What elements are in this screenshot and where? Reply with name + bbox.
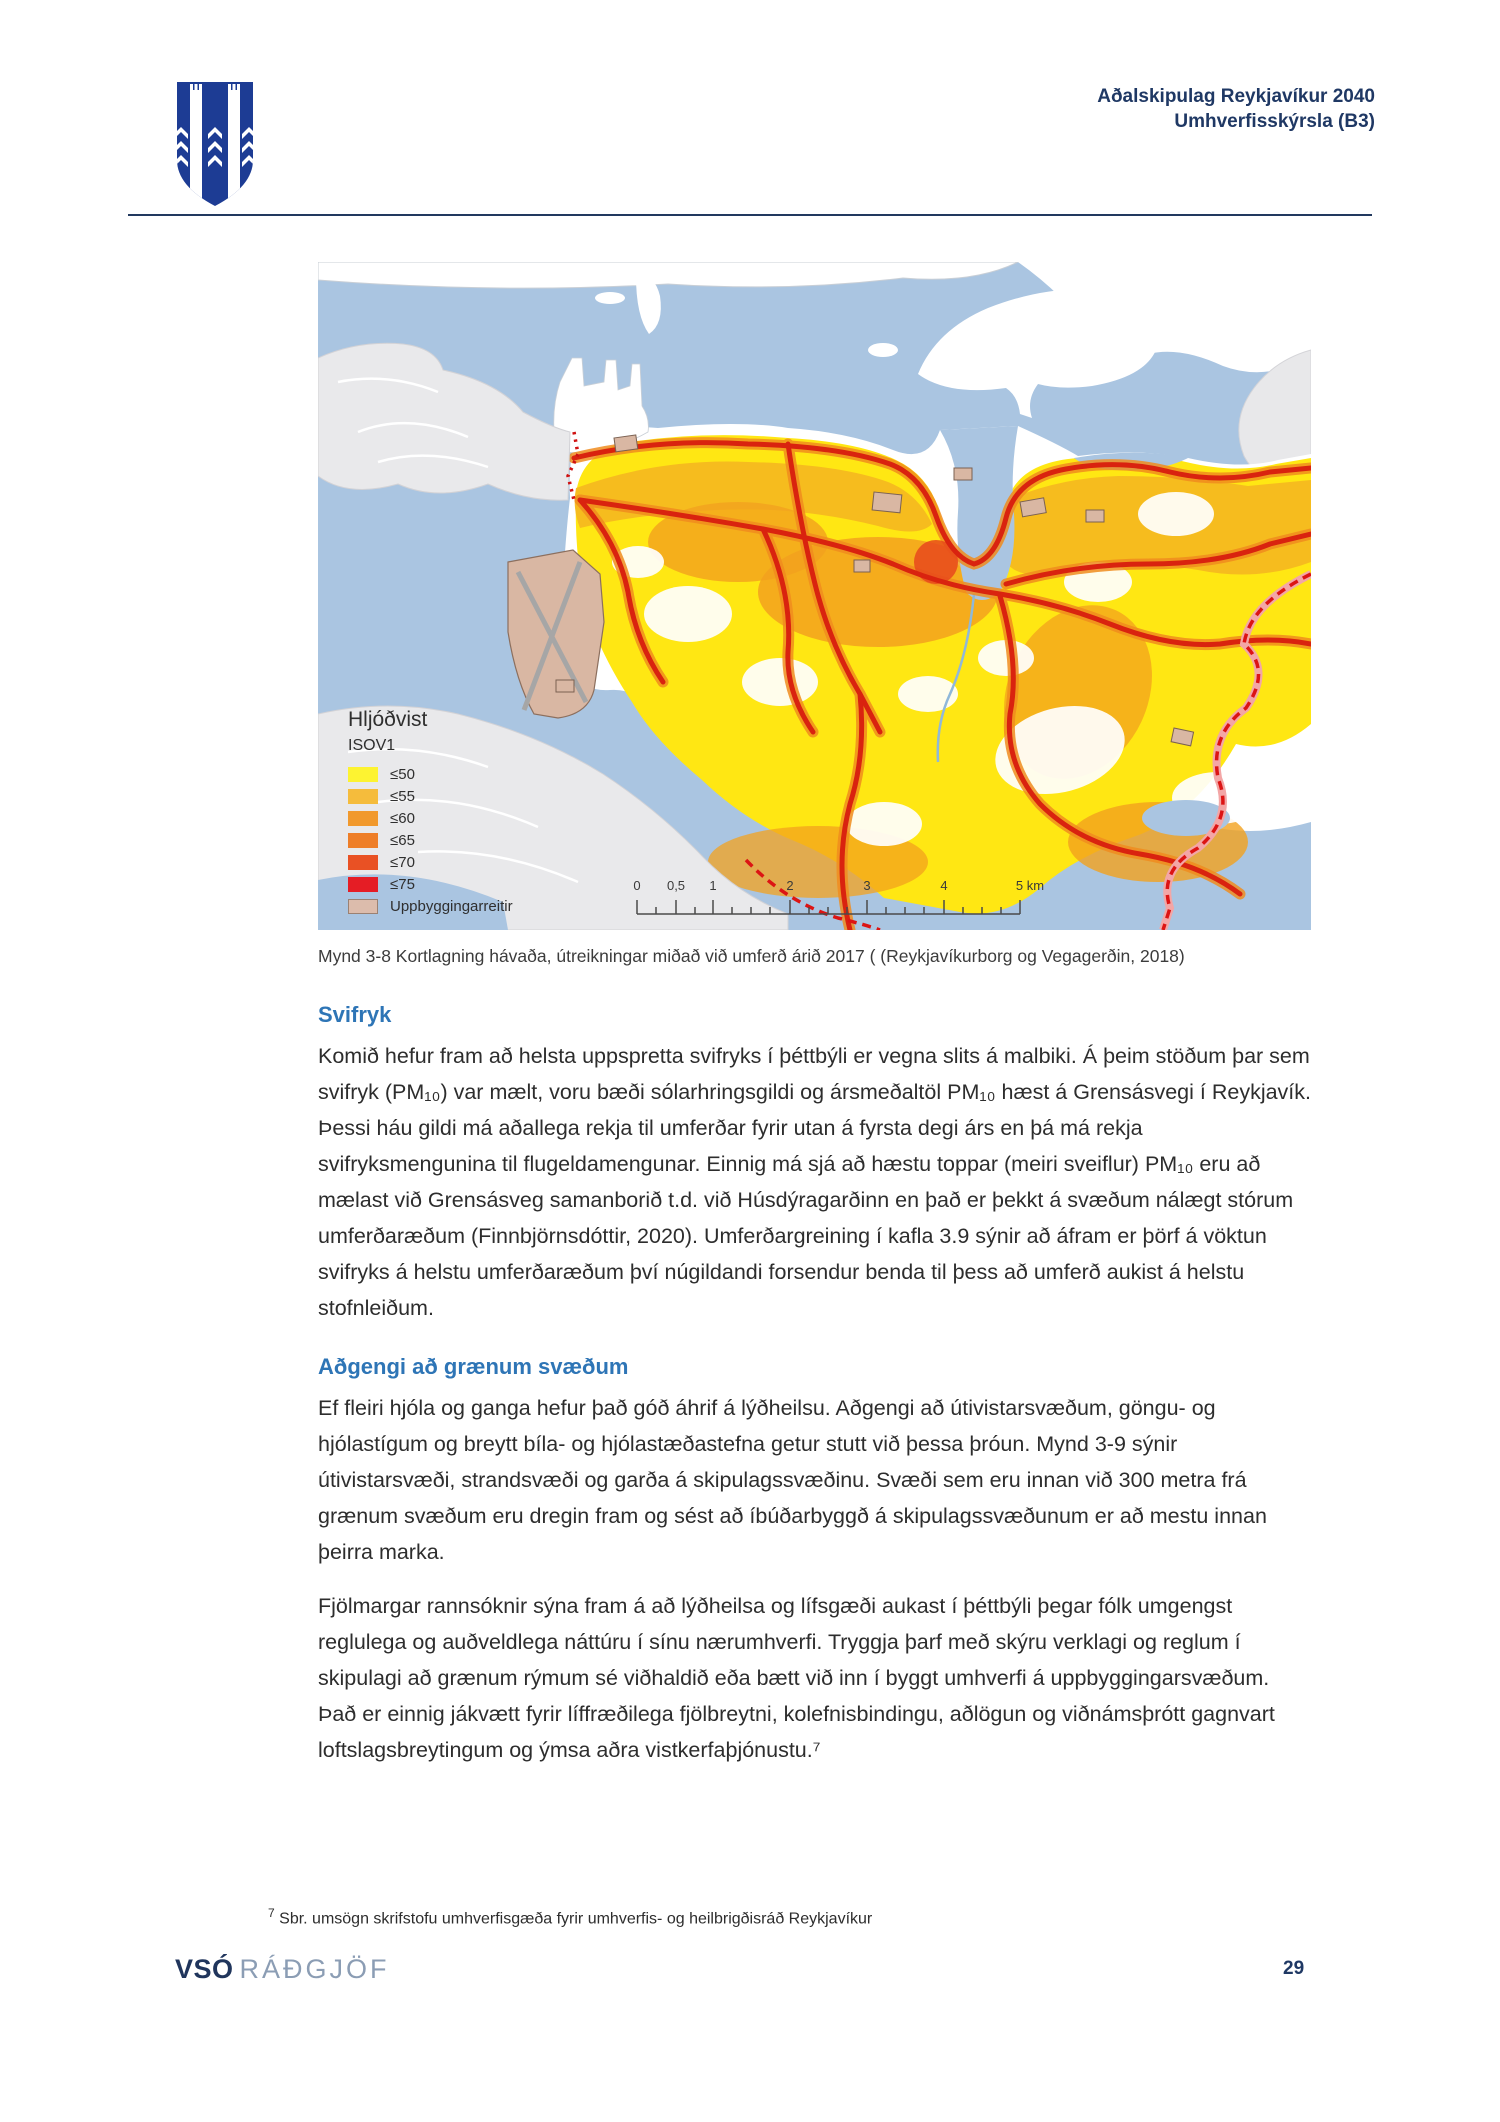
legend-swatch — [348, 767, 378, 782]
legend-item: ≤65 — [348, 829, 513, 851]
page-number: 29 — [1283, 1958, 1305, 1979]
report-subtitle: Umhverfisskýrsla (B3) — [1174, 111, 1375, 132]
legend-swatch — [348, 899, 378, 914]
legend-item: ≤60 — [348, 807, 513, 829]
legend-swatch — [348, 811, 378, 826]
legend-item: ≤50 — [348, 763, 513, 785]
figure-caption: Mynd 3-8 Kortlagning hávaða, útreikningar miðað við umferð árið 2017 ( (Reykjavíkurborg og Vegagerðin, 2018) — [318, 946, 1185, 966]
legend-subtitle: ISOV1 — [348, 737, 396, 754]
footnote-text: Sbr. umsögn skrifstofu umhverfisgæða fyrir umhverfis- og heilbrigðisráð Reykjavíkur — [279, 1910, 873, 1928]
scale-label: 2 — [786, 878, 794, 893]
map-legend — [348, 708, 513, 917]
paragraph: Komið hefur fram að helsta uppspretta svifryks í þéttbýli er vegna slits á malbiki. Á þeim stöðum þar sem svifryk (PM₁₀) var mælt, voru bæði sólarhringsgildi og ársmeðaltöl PM₁₀ hæst á Grensásvegi í Reykjavík. Þessi háu gildi má aðallega rekja til umferðar fyrir utan á fyrsta degi árs en þá má rekja svifryksmengunina til flugeldamengunar. Einnig má sjá að hæstu toppar (meiri sveiflur) PM₁₀ eru að mælast við Grensásveg samanborið t.d. við Húsdýragarðinn en það er þekkt á svæðum nálægt stórum umferðaræðum (Finnbjörnsdóttir, 2020). Umferðargreining í kafla 3.9 sýnir að áfram er þörf á vöktun svifryks á helstu umferðaræðum því núgildandi forsendur benda til þess að umferð aukist á helstu stofnleiðum. — [318, 1044, 1311, 1320]
legend-swatch — [348, 877, 378, 892]
legend-swatch — [348, 855, 378, 870]
scale-label: 4 — [940, 878, 948, 893]
legend-swatch — [348, 833, 378, 848]
report-title: Aðalskipulag Reykjavíkur 2040 — [1097, 86, 1375, 107]
scale-label: 0,5 — [666, 878, 686, 893]
legend-item: ≤55 — [348, 785, 513, 807]
section-heading-graen-svaedi: Aðgengi að grænum svæðum — [318, 1354, 629, 1379]
footer-brand-vso: VSÓ — [175, 1954, 234, 1984]
scale-label: 3 — [863, 878, 871, 893]
scale-label: 1 — [709, 878, 717, 893]
paragraph: Ef fleiri hjóla og ganga hefur það góð áhrif á lýðheilsu. Aðgengi að útivistarsvæðum, göngu- og hjólastígum og breytt bíla- og hjólastæðastefna getur stutt við þessa þróun. Mynd 3-9 sýnir útivistarsvæði, strandsvæði og garða á skipulagssvæðinu. Svæði sem eru innan við 300 metra frá grænum svæðum eru dregin fram og sést að íbúðarbyggð á skipulagssvæðunum er að mestu innan þeirra marka. — [318, 1396, 1267, 1564]
legend-item: ≤70 — [348, 851, 513, 873]
legend-swatch — [348, 789, 378, 804]
section-heading-svifryk: Svifryk — [318, 1002, 392, 1027]
reykjavik-coat-of-arms-icon — [177, 82, 253, 206]
scale-label: 5 km — [1015, 878, 1045, 893]
footnote — [268, 1906, 872, 1928]
legend-item: ≤75 — [348, 873, 513, 895]
scale-label: 0 — [633, 878, 641, 893]
footer-brand-radgjof: RÁÐGJÖF — [239, 1954, 390, 1984]
paragraph: Fjölmargar rannsóknir sýna fram á að lýðheilsa og lífsgæði aukast í þéttbýli þegar fólk umgengst reglulega og auðveldlega náttúru í sínu nærumhverfi. Tryggja þarf með skýru verklagi og reglum í skipulagi að grænum rýmum sé viðhaldið eða bætt við inn í byggt umhverfi á uppbyggingarsvæðum. Það er einnig jákvætt fyrir líffræðilega fjölbreytni, kolefnisbindingu, aðlögun og viðnámsþrótt gagnvart loftslagsbreytingum og ýmsa aðra vistkerfaþjónustu.⁷ — [318, 1594, 1275, 1762]
legend-item: Uppbyggingarreitir — [348, 895, 513, 917]
noise-map-figure — [318, 262, 1311, 930]
page-content — [318, 988, 1313, 1768]
header-divider — [128, 214, 1372, 216]
report-header — [900, 84, 1375, 134]
legend-title: Hljóðvist — [348, 708, 428, 731]
footer-brand — [175, 1954, 390, 1985]
footnote-marker: 7 — [268, 1906, 275, 1920]
